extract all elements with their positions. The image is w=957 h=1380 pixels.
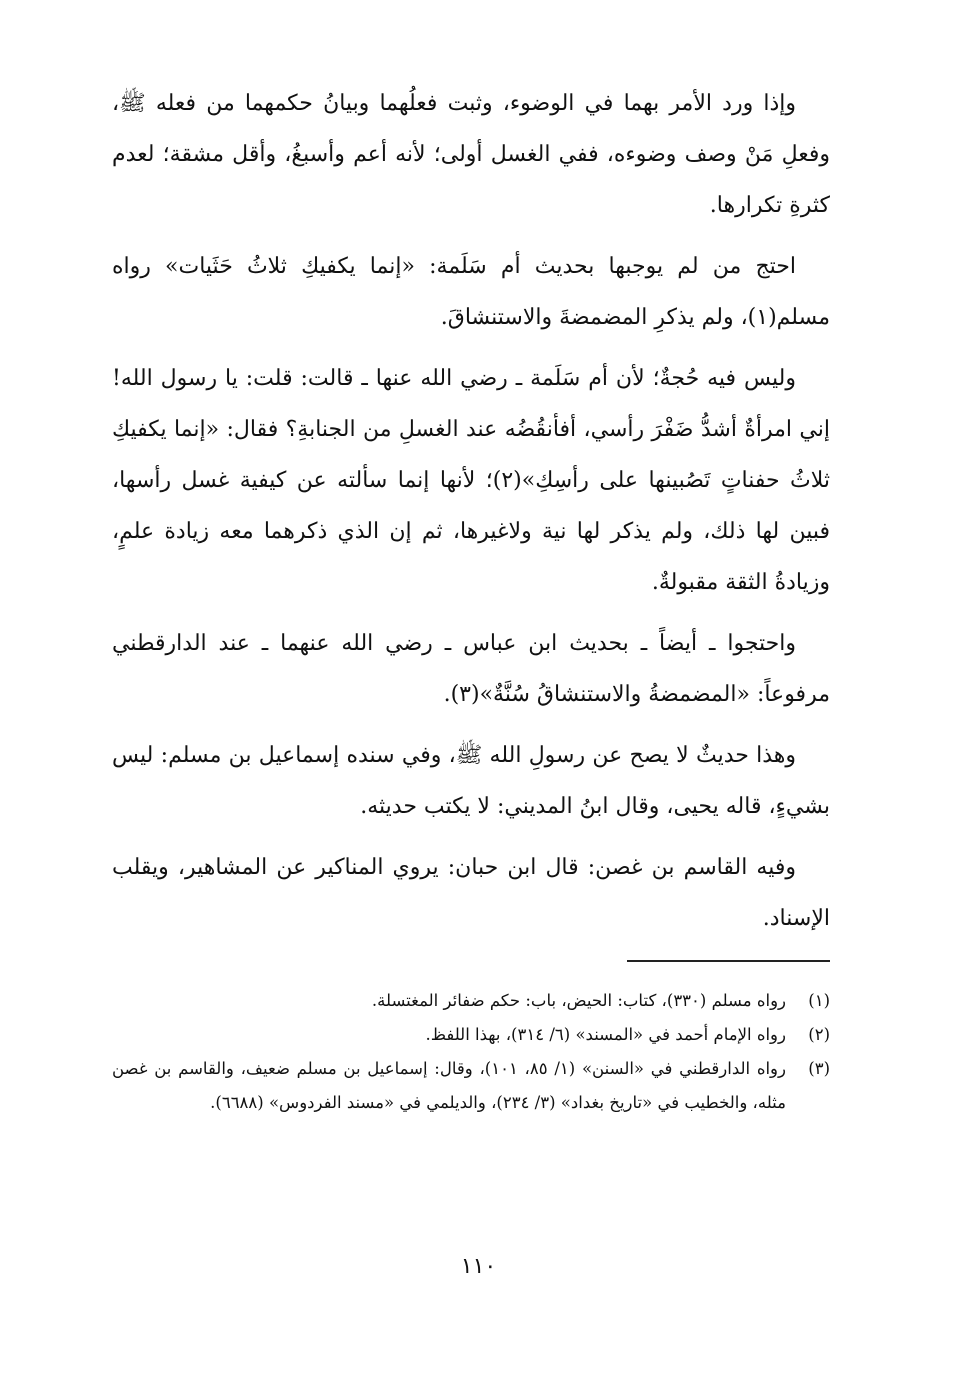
- footnote-separator: [627, 960, 830, 962]
- paragraph-5: وهذا حديثٌ لا يصح عن رسولِ الله ﷺ، وفي سنده إسماعيل بن مسلم: ليس بشيءٍ، قاله يحيى، وقال ابنُ المديني: لا يكتب حديثه.: [112, 743, 830, 819]
- footnote-text: رواه الدارقطني في «السنن» (١/ ٨٥، ١٠١)، وقال: إسماعيل بن مسلم ضعيف، والقاسم بن غصن مثله، والخطيب في «تاريخ بغداد» (٣/ ٢٣٤)، والديلمي في «مسند الفردوس» (٦٦٨٨).: [112, 1059, 786, 1112]
- page-number: ١١٠: [460, 1254, 497, 1279]
- main-text: [112, 78, 830, 954]
- paragraph-3: وليس فيه حُجةٌ؛ لأن أم سَلَمة ـ رضي الله عنها ـ قالت: قلت: يا رسول الله! إني امرأةٌ أشدُّ ضَفْرَ رأسي، أفأنقُضُه عند الغسلِ من الجنابةِ؟ فقال: «إنما يكفيكِ ثلاثُ حفناتٍ تَصُبينها على رأسِكِ»(٢)؛ لأنها إنما سألته عن كيفية غسل رأسها، فبين لها ذلك، ولم يذكر لها نية ولاغيرها، ثم إن الذي ذكرهما معه زيادة علمٍ، وزيادةُ الثقة مقبولةٌ.: [112, 366, 830, 595]
- footnote-number: (١): [808, 991, 830, 1010]
- paragraph-4: واحتجوا ـ أيضاً ـ بحديث ابن عباس ـ رضي الله عنهما ـ عند الدارقطني مرفوعاً: «المضمضةُ والاستنشاقُ سُنَّةٌ»(٣).: [112, 631, 830, 707]
- footnote-number: (٢): [808, 1025, 830, 1044]
- paragraph-2: احتج من لم يوجبها بحديث أم سَلَمة: «إنما يكفيكِ ثلاثُ حَثَيات» رواه مسلم(١)، ولم يذكرِ المضمضةَ والاستنشاقَ.: [112, 254, 830, 330]
- paragraph-6: وفيه القاسم بن غصن: قال ابن حبان: يروي المناكير عن المشاهير، ويقلب الإسناد.: [112, 855, 830, 931]
- footnote-2: [112, 1018, 830, 1052]
- footnote-text: رواه مسلم (٣٣٠)، كتاب: الحيض، باب: حكم ضفائر المغتسلة.: [371, 991, 786, 1010]
- footnote-3: [112, 1052, 830, 1120]
- paragraph-1: وإذا ورد الأمر بهما في الوضوء، وثبت فعلُهما وبيانُ حكمهما من فعله ﷺ، وفعلِ مَنْ وصف وضوءه، ففي الغسل أولى؛ لأنه أعم وأسبغُ، وأقل مشقة؛ لعدم كثرةِ تكرارها.: [112, 91, 830, 218]
- footnotes: [112, 984, 830, 1120]
- footnote-1: [112, 984, 830, 1018]
- footnote-text: رواه الإمام أحمد في «المسند» (٦/ ٣١٤)، بهذا اللفظ.: [425, 1025, 786, 1044]
- footnote-number: (٣): [808, 1059, 830, 1078]
